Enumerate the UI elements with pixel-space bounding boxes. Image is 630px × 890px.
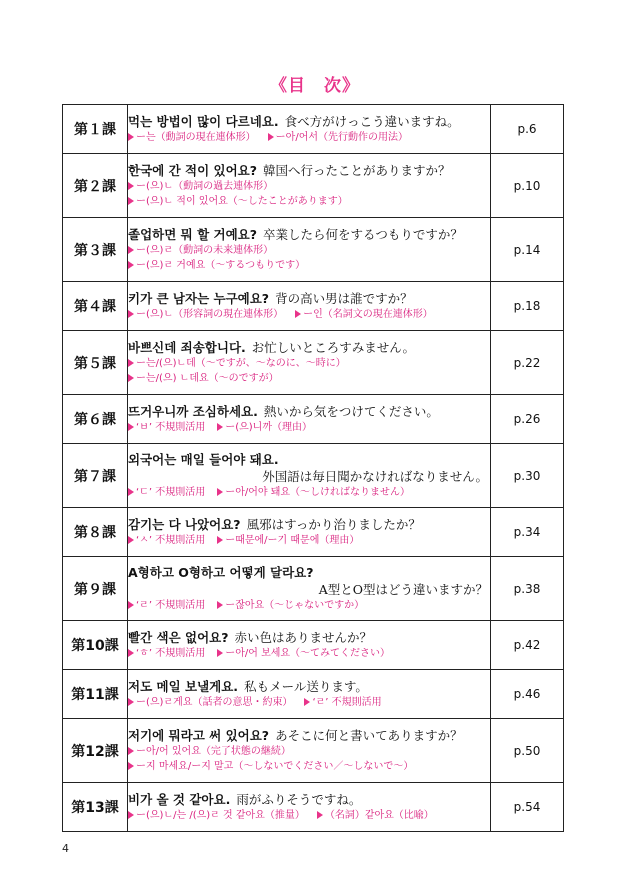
triangle-bullet-icon [128, 536, 134, 544]
page-reference: p.34 [491, 508, 564, 557]
lesson-number: 第12課 [63, 719, 128, 783]
lesson-number: 第４課 [63, 282, 128, 331]
japanese-translation: A型とO型はどう違いますか？ [318, 582, 488, 597]
grammar-line [128, 420, 490, 435]
grammar-point [128, 810, 305, 821]
grammar-point [128, 181, 273, 192]
japanese-translation: 赤い色はありませんか？ [234, 630, 372, 645]
grammar-text: ー잖아요（～じゃないですか） [225, 600, 365, 611]
lesson-heading [128, 451, 490, 468]
grammar-text: ー아/어야 돼요（～しければなりません） [225, 487, 411, 498]
grammar-point [128, 600, 205, 611]
toc-body [63, 105, 564, 832]
triangle-bullet-icon [128, 762, 134, 770]
toc-row [63, 670, 564, 719]
lesson-content [128, 218, 491, 282]
grammar-text: ー는/(으)ㄴ데（～ですが、～なのに、～時に） [136, 358, 346, 369]
grammar-point [128, 260, 305, 271]
lesson-number: 第３課 [63, 218, 128, 282]
lesson-heading [128, 226, 490, 243]
korean-sentence: 뜨거우니까 조심하세요. [128, 404, 258, 419]
grammar-point [268, 132, 408, 143]
grammar-point [317, 810, 434, 821]
triangle-bullet-icon [128, 359, 134, 367]
page-reference: p.22 [491, 331, 564, 395]
korean-sentence: 감기는 다 나았어요? [128, 517, 241, 532]
grammar-point [128, 761, 413, 772]
grammar-point [128, 487, 205, 498]
korean-sentence: 한국에 간 적이 있어요? [128, 163, 257, 178]
grammar-point [128, 373, 279, 384]
toc-row [63, 557, 564, 621]
grammar-point [217, 535, 359, 546]
grammar-text: ‘ㄹ’ 不規則活用 [136, 600, 206, 611]
lesson-heading [128, 162, 490, 179]
grammar-point [128, 422, 205, 433]
lesson-content [128, 670, 491, 719]
korean-sentence: 키가 큰 남자는 누구예요? [128, 291, 270, 306]
grammar-line [128, 695, 490, 710]
grammar-line [128, 759, 490, 774]
grammar-point [304, 697, 381, 708]
grammar-text: （名詞）같아요（比喩） [324, 810, 434, 821]
lesson-heading [128, 113, 490, 130]
grammar-text: ー(으)ㄴ 적이 있어요（～したことがあります） [136, 196, 348, 207]
page-title: 《目 次》 [270, 76, 360, 96]
grammar-line [128, 194, 490, 209]
triangle-bullet-icon [128, 310, 134, 318]
korean-sentence: 저기에 뭐라고 써 있어요? [128, 728, 270, 743]
toc-row [63, 154, 564, 218]
japanese-translation: 風邪はすっかり治りましたか？ [246, 517, 421, 532]
grammar-line [128, 485, 490, 500]
grammar-point [217, 600, 364, 611]
grammar-line [128, 533, 490, 548]
triangle-bullet-icon [217, 536, 223, 544]
lesson-number: 第５課 [63, 331, 128, 395]
grammar-point [128, 746, 291, 757]
lesson-content [128, 395, 491, 444]
grammar-text: ー아/어 보세요（～てみてください） [225, 648, 391, 659]
grammar-point [217, 422, 312, 433]
page-number: 4 [62, 842, 69, 855]
grammar-text: ー(으)ㄴ（動詞の過去連体形） [136, 181, 274, 192]
grammar-text: ‘ㄷ’ 不規則活用 [136, 487, 206, 498]
grammar-text: ー아/어서（先行動作の用法） [275, 132, 409, 143]
grammar-text: ー아/어 있어요（完了状態の継続） [136, 746, 291, 757]
triangle-bullet-icon [128, 197, 134, 205]
triangle-bullet-icon [217, 601, 223, 609]
grammar-text: ー(으)ㄴ（形容詞の現在連体形） [136, 309, 284, 320]
triangle-bullet-icon [317, 811, 323, 819]
grammar-text: ‘ㅎ’ 不規則活用 [136, 648, 206, 659]
grammar-line [128, 356, 490, 371]
grammar-line [128, 179, 490, 194]
toc-row [63, 719, 564, 783]
triangle-bullet-icon [217, 423, 223, 431]
japanese-translation: 卒業したら何をするつもりですか？ [262, 227, 463, 242]
korean-sentence: 외국어는 매일 들어야 돼요. [128, 452, 279, 467]
grammar-text: ー(으)ㄹ 거예요（～するつもりです） [136, 260, 306, 271]
page-reference: p.38 [491, 557, 564, 621]
lesson-content [128, 105, 491, 154]
japanese-translation: 背の高い男は誰ですか？ [275, 291, 413, 306]
grammar-text: ‘ㅂ’ 不規則活用 [136, 422, 206, 433]
grammar-point [128, 535, 205, 546]
japanese-translation: お忙しいところすみません。 [251, 340, 416, 355]
grammar-text: ー는（動詞の現在連体形） [136, 132, 256, 143]
grammar-text: ー(으)ㄹ게요（話者の意思・約束） [136, 697, 293, 708]
lesson-heading [128, 678, 490, 695]
lesson-heading [128, 290, 490, 307]
korean-sentence: 저도 메일 보낼게요. [128, 679, 239, 694]
page-reference: p.10 [491, 154, 564, 218]
lesson-heading [128, 339, 490, 356]
korean-sentence: 비가 올 것 같아요. [128, 792, 231, 807]
korean-sentence: 빨간 색은 없어요? [128, 630, 229, 645]
triangle-bullet-icon [304, 698, 310, 706]
triangle-bullet-icon [128, 698, 134, 706]
triangle-bullet-icon [128, 182, 134, 190]
triangle-bullet-icon [128, 811, 134, 819]
toc-row [63, 218, 564, 282]
korean-sentence: 먹는 방법이 많이 다르네요. [128, 114, 279, 129]
grammar-point [128, 132, 256, 143]
lesson-heading [128, 564, 490, 581]
page-reference: p.46 [491, 670, 564, 719]
lesson-number: 第８課 [63, 508, 128, 557]
grammar-point [217, 648, 390, 659]
page-reference: p.50 [491, 719, 564, 783]
korean-sentence: 졸업하면 뭐 할 거예요? [128, 227, 257, 242]
japanese-translation: 雨がふりそうですね。 [236, 792, 362, 807]
table-of-contents [62, 104, 564, 832]
japanese-translation: 熱いから気をつけてください。 [263, 404, 439, 419]
grammar-point [128, 358, 346, 369]
triangle-bullet-icon [128, 488, 134, 496]
lesson-heading [128, 516, 490, 533]
grammar-text: ー(으)니까（理由） [225, 422, 312, 433]
toc-row [63, 395, 564, 444]
grammar-point [295, 309, 433, 320]
lesson-number: 第11課 [63, 670, 128, 719]
toc-row [63, 508, 564, 557]
page-reference: p.18 [491, 282, 564, 331]
lesson-content [128, 331, 491, 395]
grammar-text: ー(으)ㄹ（動詞の未来連体形） [136, 245, 274, 256]
triangle-bullet-icon [217, 488, 223, 496]
japanese-translation: 食べ方がけっこう違いますね。 [284, 114, 460, 129]
japanese-translation: 私もメール送ります。 [244, 679, 368, 694]
triangle-bullet-icon [128, 133, 134, 141]
lesson-content [128, 783, 491, 832]
grammar-point [128, 697, 292, 708]
triangle-bullet-icon [128, 374, 134, 382]
grammar-line [128, 243, 490, 258]
japanese-translation: あそこに何と書いてありますか？ [275, 728, 463, 743]
toc-row [63, 444, 564, 508]
lesson-heading [128, 791, 490, 808]
grammar-line [128, 258, 490, 273]
lesson-content [128, 557, 491, 621]
triangle-bullet-icon [268, 133, 274, 141]
triangle-bullet-icon [128, 261, 134, 269]
lesson-heading [128, 629, 490, 646]
toc-row [63, 282, 564, 331]
lesson-heading [128, 727, 490, 744]
grammar-line [128, 371, 490, 386]
grammar-line [128, 646, 490, 661]
korean-sentence: 바쁘신데 죄송합니다. [128, 340, 246, 355]
grammar-line [128, 808, 490, 823]
page-reference: p.30 [491, 444, 564, 508]
korean-sentence: A형하고 O형하고 어떻게 달라요? [128, 565, 314, 580]
triangle-bullet-icon [128, 601, 134, 609]
triangle-bullet-icon [295, 310, 301, 318]
toc-row [63, 105, 564, 154]
grammar-text: ー(으)ㄴ/는 /(으)ㄹ 것 같아요（推量） [136, 810, 305, 821]
lesson-number: 第13課 [63, 783, 128, 832]
lesson-content [128, 508, 491, 557]
lesson-content [128, 444, 491, 508]
toc-row [63, 783, 564, 832]
lesson-content [128, 621, 491, 670]
grammar-line [128, 307, 490, 322]
japanese-translation: 外国語は毎日聞かなければなりません。 [262, 469, 488, 484]
page-reference: p.26 [491, 395, 564, 444]
page-reference: p.42 [491, 621, 564, 670]
grammar-line [128, 598, 490, 613]
page-reference: p.14 [491, 218, 564, 282]
lesson-number: 第７課 [63, 444, 128, 508]
lesson-content [128, 154, 491, 218]
triangle-bullet-icon [128, 649, 134, 657]
grammar-point [217, 487, 410, 498]
toc-row [63, 621, 564, 670]
triangle-bullet-icon [128, 246, 134, 254]
triangle-bullet-icon [128, 747, 134, 755]
lesson-content [128, 719, 491, 783]
grammar-point [128, 648, 205, 659]
lesson-heading [128, 403, 490, 420]
japanese-translation: 韓国へ行ったことがありますか？ [262, 163, 451, 178]
grammar-line [128, 744, 490, 759]
triangle-bullet-icon [217, 649, 223, 657]
toc-row [63, 331, 564, 395]
lesson-content [128, 282, 491, 331]
grammar-line [128, 130, 490, 145]
page-reference: p.6 [491, 105, 564, 154]
grammar-point [128, 245, 273, 256]
lesson-number: 第９課 [63, 557, 128, 621]
page-reference: p.54 [491, 783, 564, 832]
grammar-text: ー지 마세요/ー지 말고（～しないでください／～しないで～） [136, 761, 414, 772]
lesson-number: 第２課 [63, 154, 128, 218]
grammar-text: ー인（名詞文の現在連体形） [303, 309, 433, 320]
grammar-point [128, 309, 283, 320]
grammar-text: ‘ㄹ’ 不規則活用 [312, 697, 382, 708]
grammar-text: ー때문에/ー기 때문에（理由） [225, 535, 360, 546]
grammar-text: ‘ㅅ’ 不規則活用 [136, 535, 206, 546]
grammar-point [128, 196, 348, 207]
lesson-number: 第10課 [63, 621, 128, 670]
lesson-number: 第１課 [63, 105, 128, 154]
triangle-bullet-icon [128, 423, 134, 431]
lesson-number: 第６課 [63, 395, 128, 444]
grammar-text: ー는/(으) ㄴ데요（～のですが） [136, 373, 279, 384]
